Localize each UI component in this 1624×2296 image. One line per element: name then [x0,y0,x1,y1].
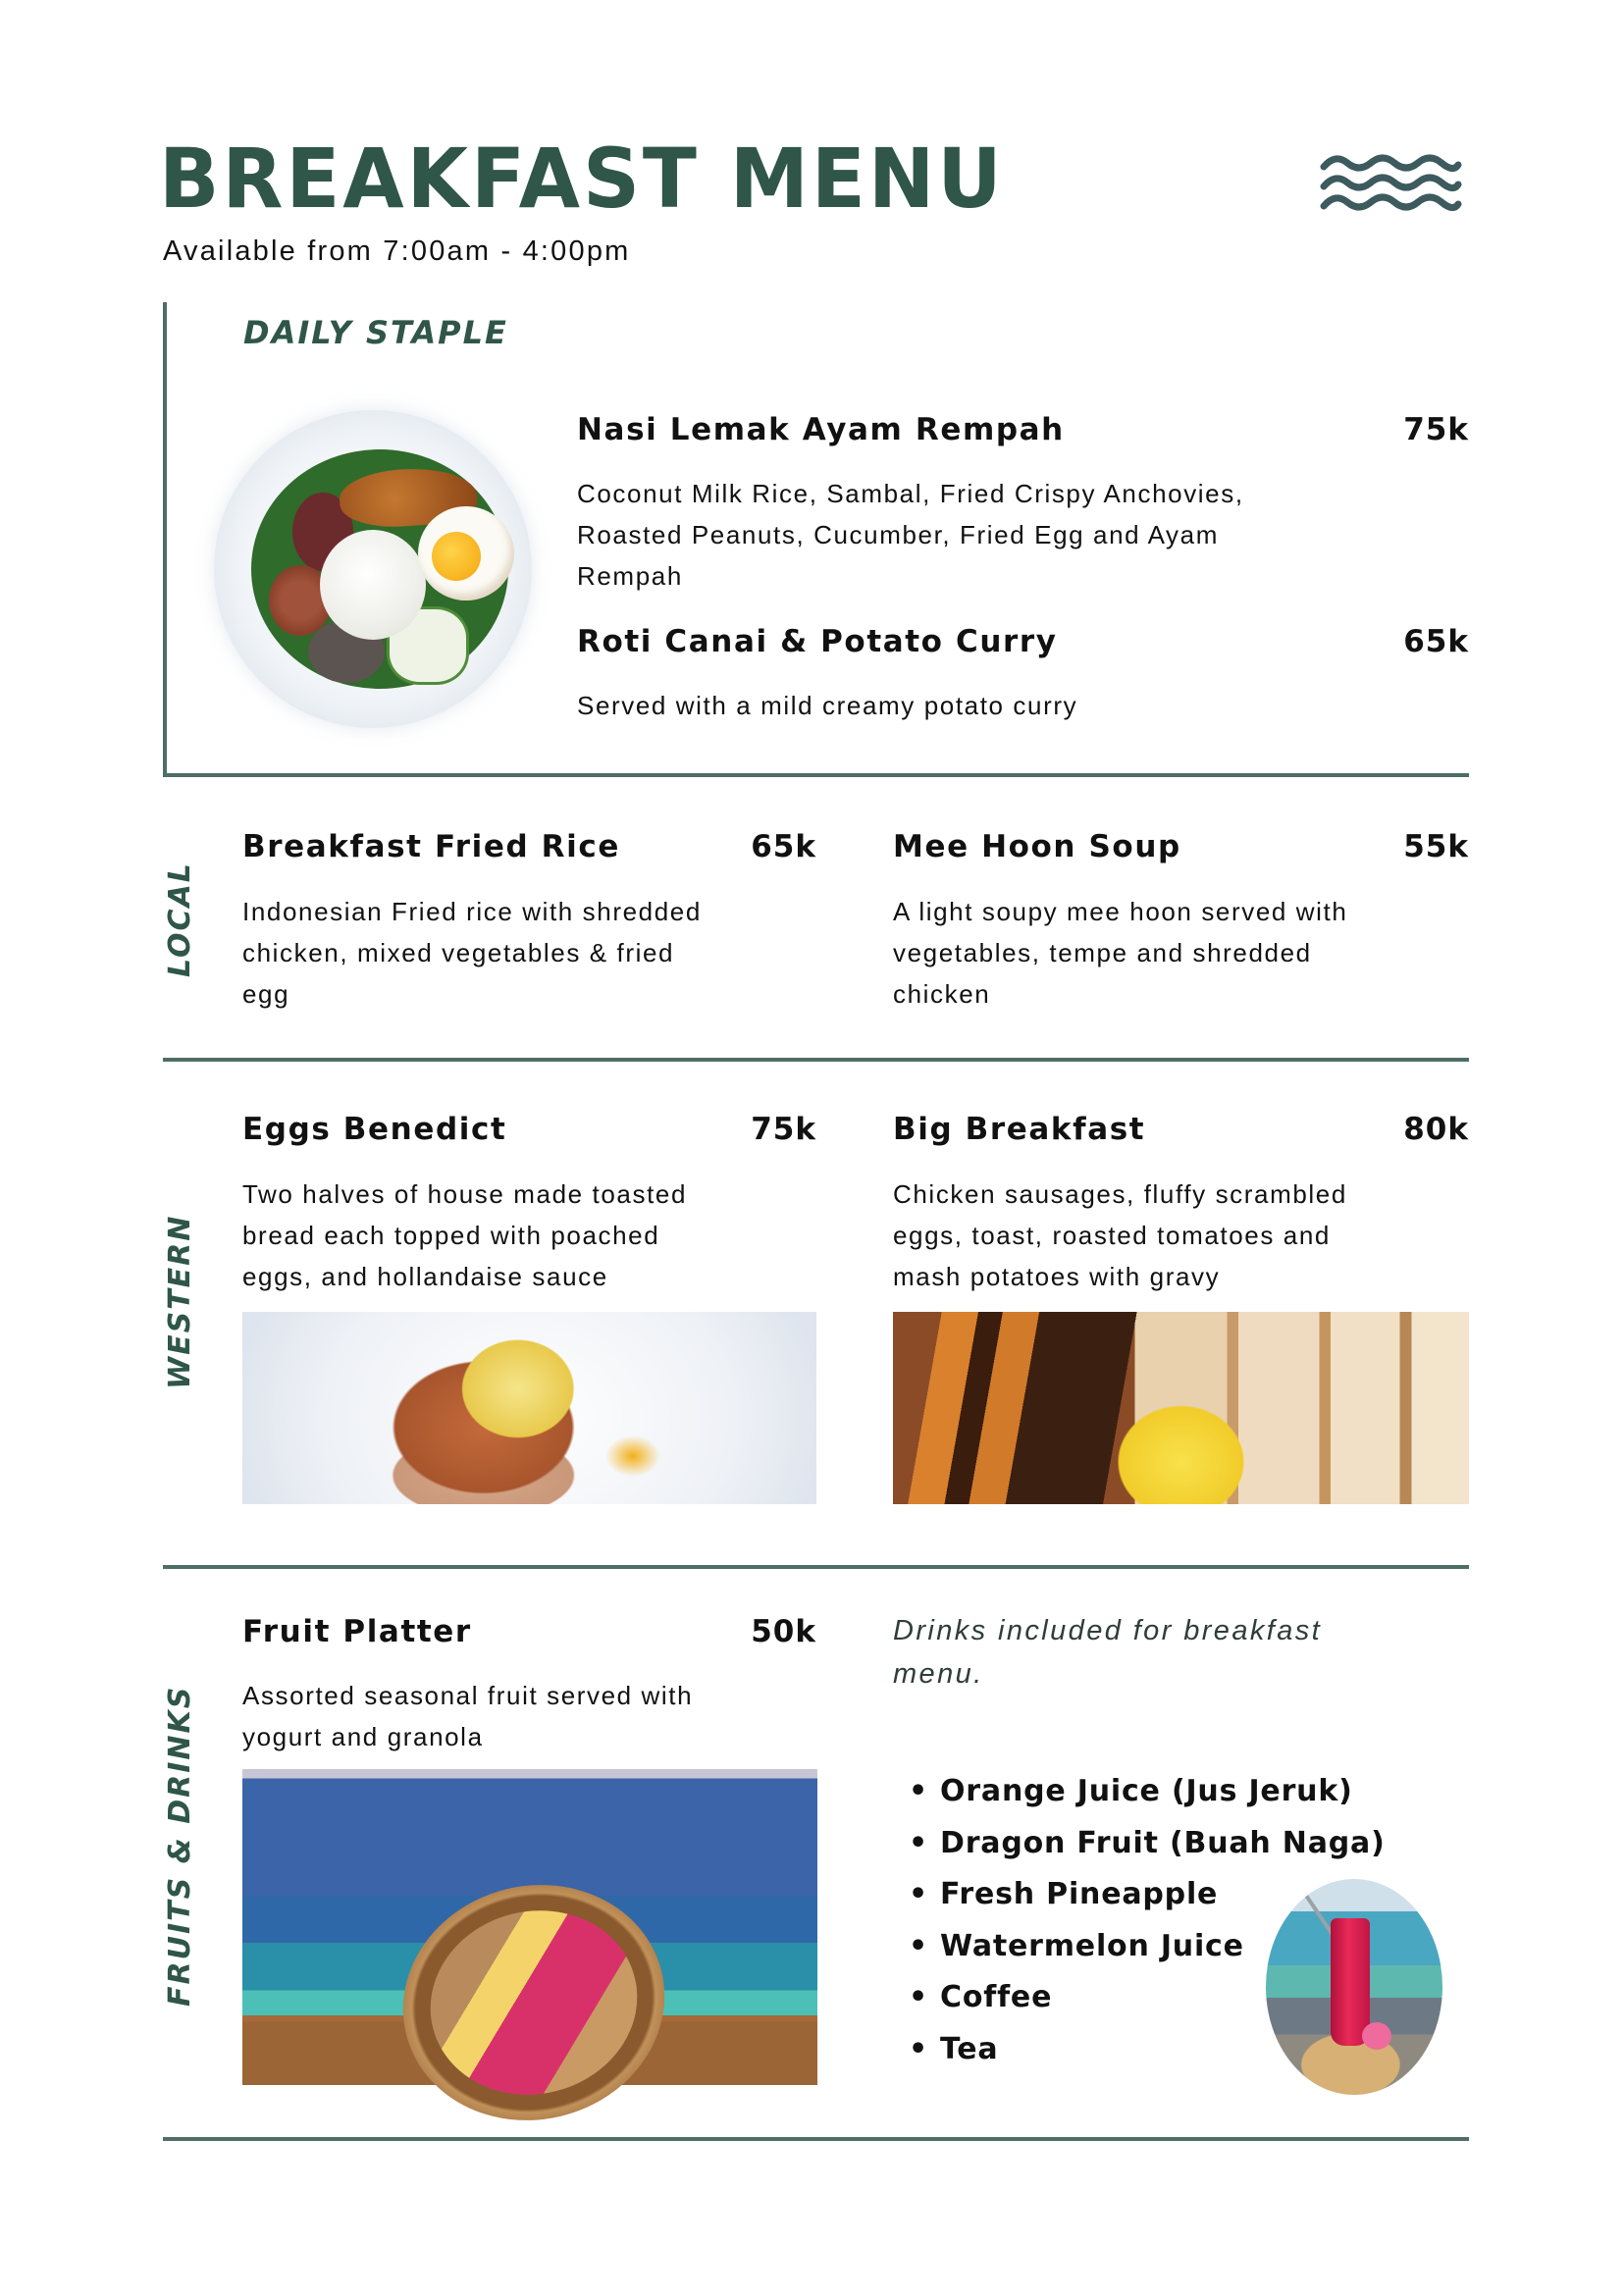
item-desc-fried-rice [242,891,831,1015]
item-price-fried-rice: 65k [751,829,816,864]
egg-yolk [432,532,481,581]
item-price-mee-hoon: 55k [1403,829,1469,864]
item-name-eggs-benedict: Eggs Benedict [242,1112,507,1147]
drink-label: Fresh Pineapple [940,1877,1219,1911]
desc-line: Coconut Milk Rice, Sambal, Fried Crispy Anchovies, [577,479,1244,508]
desc-line: bread each topped with poached [242,1221,660,1250]
note-line: Drinks included for breakfast [893,1615,1323,1646]
bullet-icon: • [909,1774,928,1808]
section-label-local: LOCAL [163,861,197,977]
item-price-eggs-benedict: 75k [751,1112,816,1147]
daily-staple-border-left [163,302,167,777]
desc-line: egg [242,979,290,1009]
desc-line: Two halves of house made toasted [242,1179,688,1209]
desc-line: Assorted seasonal fruit served with [242,1681,694,1710]
item-name-big-breakfast: Big Breakfast [893,1112,1146,1147]
section-divider [163,1565,1469,1569]
bullet-icon: • [909,1877,928,1911]
item-desc-fruit-platter [242,1675,831,1757]
item-name-mee-hoon: Mee Hoon Soup [893,829,1181,864]
section-label-fruits-drinks: FRUITS & DRINKS [163,1685,197,2007]
juice-glass [1331,1918,1370,2046]
bullet-icon: • [909,1980,928,2014]
desc-line: chicken [893,979,991,1009]
drink-label: Coffee [940,1980,1053,2014]
desc-line: mash potatoes with gravy [893,1262,1221,1291]
item-price-roti-canai: 65k [1403,624,1469,659]
drink-label: Watermelon Juice [940,1928,1244,1963]
item-desc-mee-hoon [893,891,1472,1015]
big-breakfast-photo [893,1312,1469,1504]
bullet-icon: • [909,2031,928,2066]
daily-staple-border-bottom [163,773,1469,777]
section-divider [163,2137,1469,2141]
desc-line: eggs, and hollandaise sauce [242,1262,608,1291]
item-price-big-breakfast: 80k [1403,1112,1469,1147]
desc-line: Rempah [577,561,683,591]
desc-line: chicken, mixed vegetables & fried [242,938,675,967]
daily-staple-heading: DAILY STAPLE [243,314,508,351]
item-desc-big-breakfast [893,1174,1472,1297]
drink-item [905,1818,1386,1870]
desc-line: eggs, toast, roasted tomatoes and [893,1221,1331,1250]
item-desc-eggs-benedict [242,1174,831,1297]
flower-garnish [1362,2022,1391,2050]
drink-label: Dragon Fruit (Buah Naga) [940,1825,1386,1860]
note-line: menu. [893,1658,984,1690]
desc-line: Roasted Peanuts, Cucumber, Fried Egg and Ayam [577,520,1219,549]
drink-label: Tea [940,2031,999,2066]
desc-line: Indonesian Fried rice with shredded [242,897,702,926]
section-divider [163,1058,1469,1062]
item-name-fried-rice: Breakfast Fried Rice [242,829,620,864]
red-juice-photo [1266,1879,1442,2095]
page-title: BREAKFAST MENU [159,130,1005,227]
drinks-included-note [893,1609,1423,1696]
item-name-roti-canai: Roti Canai & Potato Curry [577,624,1058,659]
desc-line: Served with a mild creamy potato curry [577,691,1078,720]
desc-line: vegetables, tempe and shredded [893,938,1312,967]
waves-icon [1320,149,1462,214]
desc-line: A light soupy mee hoon served with [893,897,1348,926]
eggs-benedict-photo [242,1312,816,1504]
desc-line: yogurt and granola [242,1722,484,1751]
item-desc-nasi-lemak [577,473,1460,597]
desc-line: Chicken sausages, fluffy scrambled [893,1179,1347,1209]
item-name-nasi-lemak: Nasi Lemak Ayam Rempah [577,412,1065,447]
bullet-icon: • [909,1825,928,1860]
item-name-fruit-platter: Fruit Platter [242,1614,472,1649]
nasi-lemak-plate-image [214,410,532,728]
item-desc-roti-canai [577,685,1460,726]
availability-hours: Available from 7:00am - 4:00pm [163,235,631,267]
rice-mound [320,530,426,640]
item-price-fruit-platter: 50k [751,1614,816,1649]
section-label-western: WESTERN [163,1214,197,1389]
item-price-nasi-lemak: 75k [1403,412,1469,447]
bullet-icon: • [909,1928,928,1963]
drink-label: Orange Juice (Jus Jeruk) [940,1774,1353,1808]
drink-item [905,1766,1386,1818]
